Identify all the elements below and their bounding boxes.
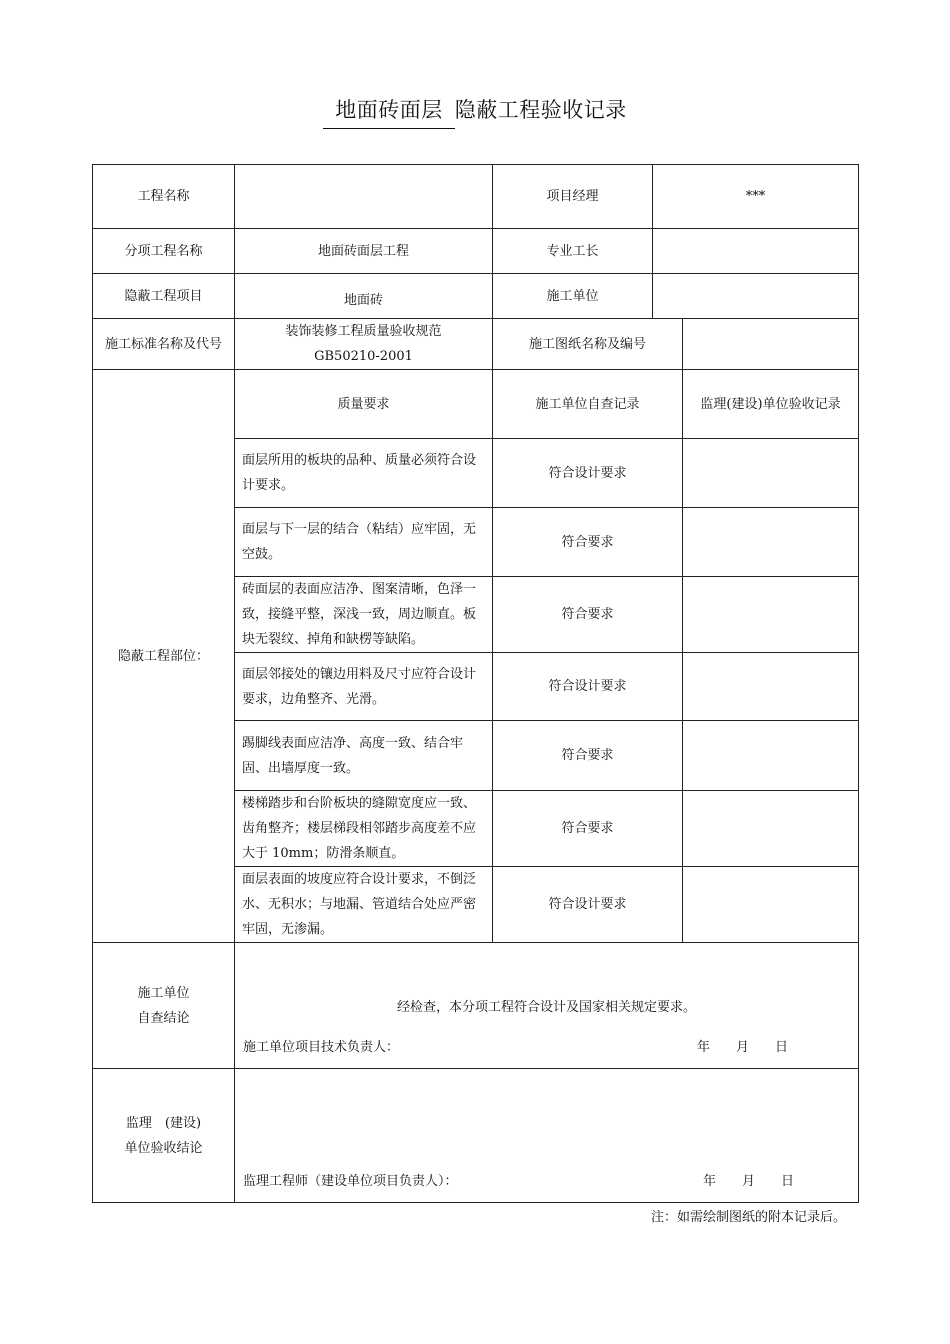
self-check-cell: 符合要求 [493, 721, 683, 791]
subitem-name-label: 分项工程名称 [93, 229, 235, 274]
standard-code-line: GB50210-2001 [314, 349, 413, 364]
project-manager-label: 项目经理 [493, 165, 653, 229]
quality-requirement-cell: 面层与下一层的结合（粘结）应牢固，无空鼓。 [235, 508, 493, 577]
self-conclusion-signer: 施工单位项目技术负责人： [243, 1040, 400, 1055]
supervision-record-cell [683, 577, 859, 653]
supervision-conclusion-date: 年 月 日 [703, 1174, 795, 1189]
construction-unit-value [653, 274, 859, 319]
supervision-record-cell [683, 439, 859, 508]
supervision-record-cell [683, 653, 859, 721]
document-title [0, 94, 950, 129]
self-check-cell: 符合要求 [493, 508, 683, 577]
self-check-cell: 符合设计要求 [493, 867, 683, 943]
acceptance-record-table [92, 164, 859, 1203]
self-check-cell: 符合设计要求 [493, 653, 683, 721]
specialist-foreman-label: 专业工长 [493, 229, 653, 274]
quality-requirement-cell: 踢脚线表面应洁净、高度一致、结合牢固、出墙厚度一致。 [235, 721, 493, 791]
self-conclusion-label-line1: 施工单位 [137, 985, 190, 1001]
self-check-cell: 符合要求 [493, 577, 683, 653]
supervision-record-cell [683, 791, 859, 867]
standard-name-label: 施工标准名称及代号 [93, 319, 235, 370]
quality-requirement-cell: 砖面层的表面应洁净、图案清晰，色泽一致，接缝平整，深浅一致，周边顺直。板块无裂纹、掉角和缺楞等缺陷。 [235, 577, 493, 653]
self-check-cell: 符合要求 [493, 791, 683, 867]
supervision-record-cell [683, 721, 859, 791]
standard-name-value [235, 319, 493, 370]
supervision-record-header: 监理(建设)单位验收记录 [683, 370, 859, 439]
drawing-name-label: 施工图纸名称及编号 [493, 319, 683, 370]
supervision-conclusion-label [93, 1069, 235, 1203]
supervision-conclusion-label-line2: 单位验收结论 [124, 1140, 203, 1156]
supervision-record-cell [683, 508, 859, 577]
self-conclusion-label [93, 943, 235, 1069]
self-check-cell: 符合设计要求 [493, 439, 683, 508]
quality-requirement-header: 质量要求 [235, 370, 493, 439]
title-main-part: 隐蔽工程验收记录 [454, 98, 627, 122]
project-name-label: 工程名称 [93, 165, 235, 229]
specialist-foreman-value [653, 229, 859, 274]
standard-name-line: 装饰装修工程质量验收规范 [285, 324, 442, 339]
supervision-conclusion-cell [235, 1069, 859, 1203]
hidden-item-label: 隐蔽工程项目 [93, 274, 235, 319]
subitem-name-value: 地面砖面层工程 [235, 229, 493, 274]
supervision-conclusion-label-line1: 监理 (建设) [125, 1115, 202, 1131]
quality-requirement-cell: 面层所用的板块的品种、质量必须符合设计要求。 [235, 439, 493, 508]
quality-requirement-cell: 面层表面的坡度应符合设计要求，不倒泛水、无积水；与地漏、管道结合处应严密牢固，无渗漏。 [235, 867, 493, 943]
footnote: 注：如需绘制图纸的附本记录后。 [650, 1210, 846, 1225]
self-conclusion-date: 年 月 日 [697, 1040, 789, 1055]
construction-unit-label: 施工单位 [493, 274, 653, 319]
project-manager-value: *** [653, 165, 859, 229]
quality-requirement-cell: 楼梯踏步和台阶板块的缝隙宽度应一致、齿角整齐；楼层梯段相邻踏步高度差不应大于 10mm；防滑条顺直。 [235, 791, 493, 867]
self-conclusion-label-line2: 自查结论 [137, 1010, 190, 1026]
supervision-conclusion-signer: 监理工程师（建设单位项目负责人）： [243, 1174, 458, 1189]
hidden-part-label: 隐蔽工程部位： [93, 370, 235, 943]
supervision-record-cell [683, 867, 859, 943]
quality-requirement-cell: 面层邻接处的镶边用料及尺寸应符合设计要求，边角整齐、光滑。 [235, 653, 493, 721]
self-conclusion-text: 经检查，本分项工程符合设计及国家相关规定要求。 [396, 1000, 696, 1015]
self-check-header: 施工单位自查记录 [493, 370, 683, 439]
title-underlined-part: 地面砖面层 [323, 94, 455, 129]
project-name-value [235, 165, 493, 229]
drawing-name-value [683, 319, 859, 370]
hidden-item-value: 地面砖 [235, 274, 493, 319]
self-conclusion-cell [235, 943, 859, 1069]
